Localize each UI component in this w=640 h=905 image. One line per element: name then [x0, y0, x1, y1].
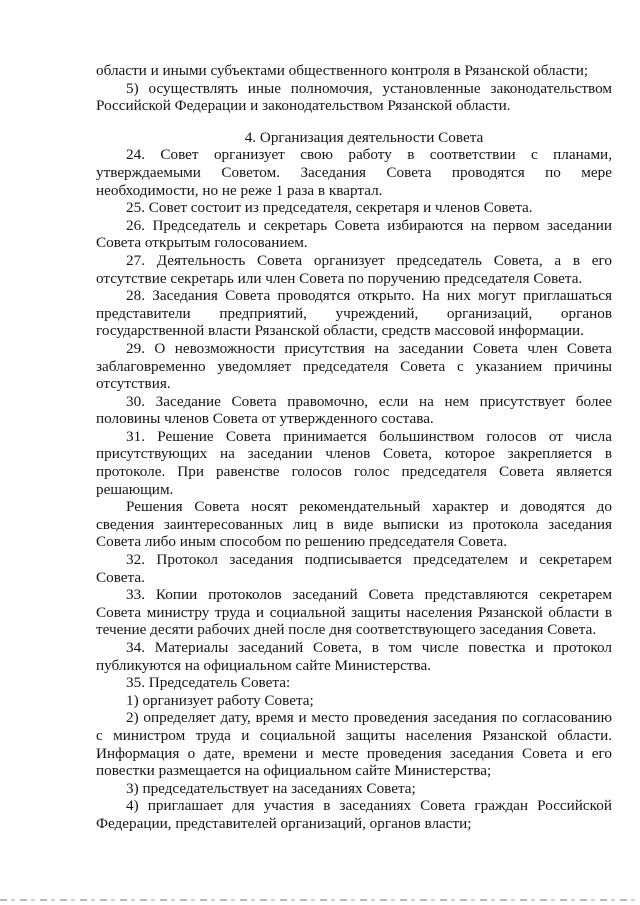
paragraph-p26: 26. Председатель и секретарь Совета избираются на первом заседании Совета открытым голосованием. — [96, 216, 612, 252]
paragraph-p35-1: 1) организует работу Совета; — [126, 691, 314, 709]
paragraph-p31b: Решения Совета носят рекомендательный характер и доводятся до сведения заинтересованных лиц в виде выписки из протокола заседания Совета либо иным способом по решению председателя Совета. — [96, 498, 612, 551]
paragraph-p34: 34. Материалы заседаний Совета, в том числе повестка и протокол публикуются на официальном сайте Министерства. — [96, 639, 612, 674]
paragraph-p32: 32. Протокол заседания подписывается председателем и секретарем Совета. — [96, 551, 612, 586]
paragraph-p27: 27. Деятельность Совета организует председатель Совета, а в его отсутствие секретарь или член Совета по поручению председателя Совета. — [96, 251, 612, 287]
paragraph-p35-3: 3) председательствует на заседаниях Совета; — [126, 779, 416, 797]
paragraph-p30: 30. Заседание Совета правомочно, если на нем присутствует более половины членов Совета от утвержденного состава. — [96, 392, 612, 428]
paragraph-continuation: области и иными субъектами общественного контроля в Рязанской области; — [96, 62, 589, 79]
paragraph-item-5: 5) осуществлять иные полномочия, установленные законодательством Российской Федерации и законодательством Рязанской области. — [96, 79, 612, 115]
paragraph-p24: 24. Совет организует свою работу в соответствии с планами, утверждаемыми Советом. Заседания Совета проводятся по мере необходимости, но не реже 1 раза в квартал. — [96, 146, 612, 199]
section-body — [96, 146, 612, 832]
section-title: 4. Организация деятельности Совета — [244, 128, 484, 146]
paragraph-p31: 31. Решение Совета принимается большинством голосов от числа присутствующих на заседании членов Совета, которое закрепляется в протоколе. При равенстве голосов голос председателя Совета является решающим. — [96, 427, 612, 498]
paragraph-p35-2: 2) определяет дату, время и место проведения заседания по согласованию с министром труда и социальной защиты населения Рязанской области. Информация о дате, времени и месте проведения заседания Совета и его повестки размещается на официальном сайте Министерства; — [96, 709, 612, 780]
paragraph-p35-4: 4) приглашает для участия в заседаниях Совета граждан Российской Федерации, представителей организаций, органов власти; — [96, 797, 612, 832]
paragraph-p25: 25. Совет состоит из председателя, секретаря и членов Совета. — [126, 199, 533, 217]
paragraph-p35: 35. Председатель Совета: — [126, 674, 291, 692]
paragraph-p33: 33. Копии протоколов заседаний Совета представляются секретарем Совета министру труда и социальной защиты населения Рязанской области в течение десяти рабочих дней после дня соответствующего заседания Совета. — [96, 586, 612, 639]
document-page — [96, 62, 612, 833]
scan-artifact-line — [0, 899, 640, 901]
paragraph-p29: 29. О невозможности присутствия на заседании Совета член Совета заблаговременно уведомляет председателя Совета с указанием причины отсутствия. — [96, 339, 612, 393]
paragraph-p28: 28. Заседания Совета проводятся открыто. На них могут приглашаться представители предприятий, учреждений, организаций, органов государственной власти Рязанской области, средств массовой информации. — [96, 287, 612, 340]
